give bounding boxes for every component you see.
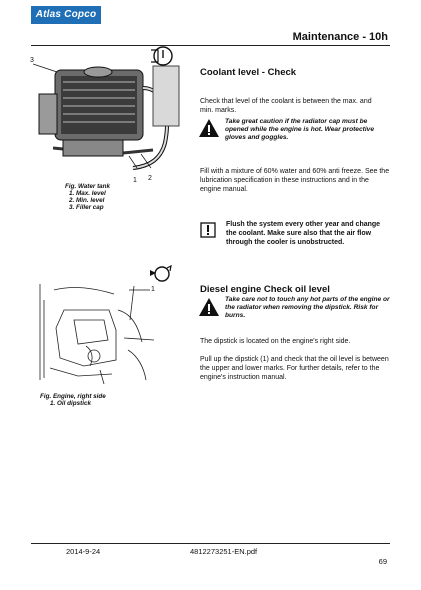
- footer-document: 4812273251-EN.pdf: [190, 547, 258, 556]
- coolant-fill-text: Fill with a mixture of 60% water and 60% anti freeze. See the lubrication specification in these instructions and in the engine manual.: [200, 168, 390, 193]
- page-number: 69: [378, 557, 387, 566]
- footer-date: 2014-9-24: [66, 547, 101, 556]
- oil-warning: Take care not to touch any hot parts of the engine or the radiator when removing the dipstick. Risk for burns.: [225, 296, 390, 319]
- dipstick-location: The dipstick is located on the engine's right side.: [200, 338, 351, 345]
- footer-divider: [31, 543, 390, 544]
- section-title-coolant: Coolant level - Check: [200, 67, 297, 78]
- coolant-intro: Check that level of the coolant is between the max. and min. marks.: [200, 98, 372, 114]
- engine-illustration: [34, 280, 158, 385]
- warning-icon: [198, 118, 220, 138]
- water-tank-illustration: [33, 58, 183, 178]
- callout-dipstick: 1: [151, 286, 155, 293]
- coolant-notice: Flush the system every other year and change the coolant. Make sure also that the air flow through the cooler is unobstructed.: [226, 221, 381, 246]
- callout-3: 3: [30, 57, 34, 64]
- figure-caption-engine: Fig. Engine, right side 1. Oil dipstick: [40, 393, 106, 407]
- brand-logo: Atlas Copco: [31, 6, 101, 24]
- coolant-level-icon: [148, 44, 174, 68]
- warning-icon-oil: [198, 297, 220, 317]
- dipstick-instruction: Pull up the dipstick (1) and check that the oil level is between the upper and lower marks. For further details, refer to the engine's instruction manual.: [200, 356, 389, 381]
- callout-2: 2: [148, 175, 152, 182]
- callout-1: 1: [133, 177, 137, 184]
- section-title-oil-level: Diesel engine Check oil level: [200, 284, 330, 295]
- header-divider: [31, 45, 390, 46]
- figure-caption-water-tank: Fig. Water tank 1. Max. level 2. Min. level 3. Filler cap: [65, 183, 111, 211]
- coolant-warning: Take great caution if the radiator cap must be opened while the engine is hot. Wear protective gloves and goggles.: [225, 118, 374, 141]
- page-title: Maintenance - 10h: [292, 31, 388, 43]
- notice-icon: [200, 222, 216, 238]
